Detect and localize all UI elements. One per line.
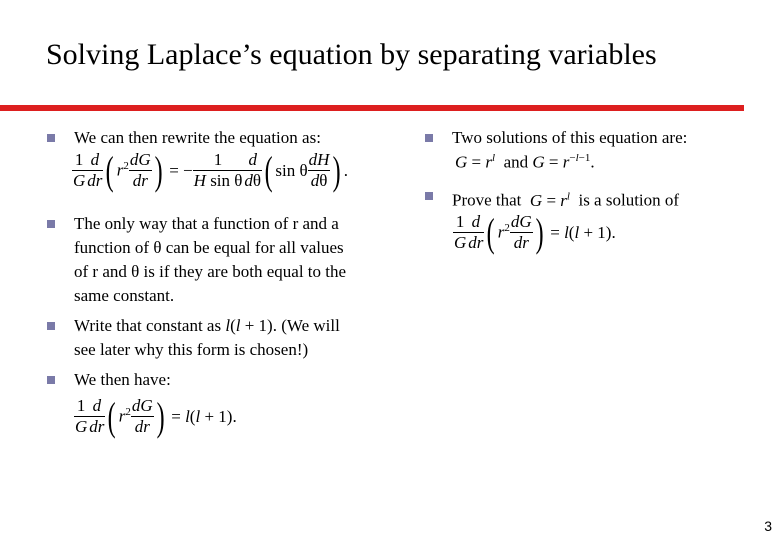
bullet-text-line: of r and θ is if they are both equal to the xyxy=(74,262,347,281)
left-bullet-1 xyxy=(47,126,407,150)
left-bullet-3 xyxy=(47,314,427,362)
bullet-text: Prove that xyxy=(452,190,522,210)
bullet-marker xyxy=(425,134,433,142)
equation-radial: $\frac{1}{G}$ $\frac{d}{dr}$ ( $r^2$ $\frac{dG}{dr}$ ) = l(l + 1). xyxy=(75,393,237,439)
left-bullet-4 xyxy=(47,368,407,392)
slide-title: Solving Laplace’s equation by separating variables xyxy=(46,38,657,71)
solutions-math: $G = r^l$ and $G = r^{-l-1}$. xyxy=(455,152,595,172)
right-bullet-2 xyxy=(425,184,755,208)
constant-math: l(l + 1). xyxy=(225,316,277,335)
bullet-text: Two solutions of this equation are: xyxy=(452,128,688,147)
bullet-text-line: see later why this form is chosen!) xyxy=(74,340,309,359)
bullet-marker xyxy=(47,220,55,228)
bullet-text: We then have: xyxy=(74,370,171,389)
bullet-marker xyxy=(425,192,433,200)
bullet-marker xyxy=(47,134,55,142)
title-divider xyxy=(0,105,744,111)
bullet-text-line: The only way that a function of r and a xyxy=(74,214,339,233)
bullet-text: is a solution of xyxy=(578,190,680,210)
solution-math: $G = r^l$ xyxy=(529,190,570,210)
equation-separated: $\frac{1}{G}$ $\frac{d}{dr}$ ( $r^2$ $\frac{dG}{dr}$ ) = − $\frac{1}{\text{H sin θ}}$ $\frac{d}{d\theta}$ ( sin θ $\frac{dH}{d\theta}$ ) . xyxy=(73,147,348,193)
bullet-text-line: same constant. xyxy=(74,286,175,305)
bullet-marker xyxy=(47,322,55,330)
bullet-text-line: function of θ can be equal for all values xyxy=(74,238,344,257)
bullet-text: Write that constant as xyxy=(74,316,222,335)
bullet-text: We can then rewrite the equation as: xyxy=(74,128,321,147)
bullet-marker xyxy=(47,376,55,384)
page-number: 3 xyxy=(764,518,772,534)
equation-to-prove: $\frac{1}{G}$ $\frac{d}{dr}$ ( $r^2$ $\frac{dG}{dr}$ ) = l(l + 1). xyxy=(454,209,616,255)
right-bullet-1 xyxy=(425,126,755,150)
bullet-text: (We will xyxy=(281,316,340,335)
left-bullet-2 xyxy=(47,212,427,308)
